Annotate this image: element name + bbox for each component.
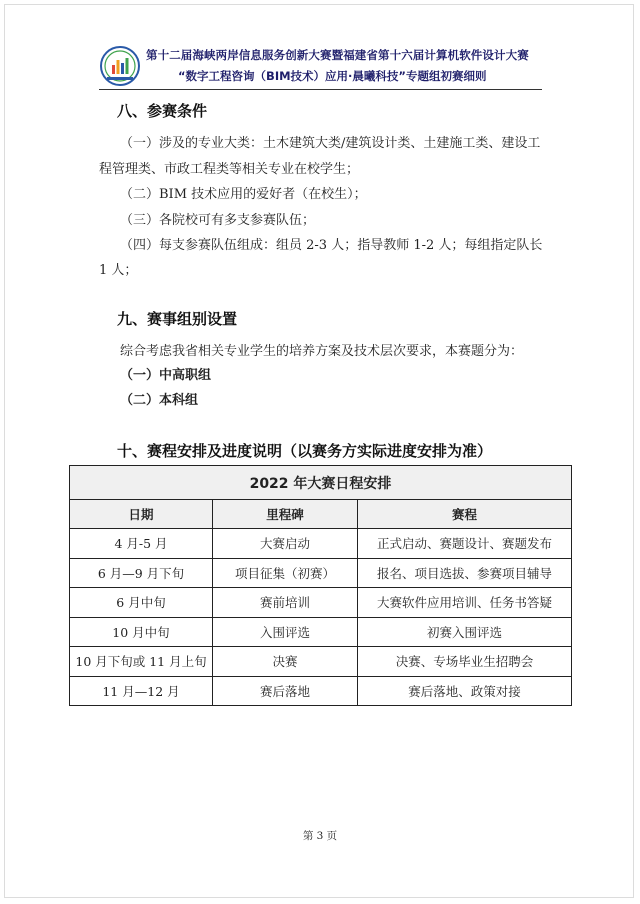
header-title-line1: 第十二届海峡两岸信息服务创新大赛暨福建省第十六届计算机软件设计大赛 — [146, 48, 529, 62]
logo-emblem-icon — [99, 45, 141, 87]
cell-agenda: 大赛软件应用培训、任务书答疑 — [358, 588, 572, 618]
cell-date: 6 月—9 月下旬 — [70, 558, 213, 588]
schedule-title: 2022 年大赛日程安排 — [70, 466, 572, 500]
cell-agenda: 正式启动、赛题设计、赛题发布 — [358, 529, 572, 559]
cell-milestone: 赛后落地 — [213, 676, 358, 706]
section8-item4-line1: （四）每支参赛队伍组成：组员 2-3 人；指导教师 1-2 人；每组指定队长 — [120, 238, 543, 253]
column-header-date: 日期 — [70, 500, 213, 529]
cell-date: 6 月中旬 — [70, 588, 213, 618]
cell-milestone: 决赛 — [213, 647, 358, 677]
schedule-header-row — [70, 500, 572, 529]
table-row — [70, 676, 572, 706]
header-divider — [99, 89, 542, 90]
section10-heading: 十、赛程安排及进度说明（以赛务方实际进度安排为准） — [117, 442, 493, 460]
cell-milestone: 项目征集（初赛） — [213, 558, 358, 588]
cell-milestone: 入围评选 — [213, 617, 358, 647]
cell-date: 10 月下旬或 11 月上旬 — [70, 647, 213, 677]
section8-item1-line2: 程管理类、市政工程类等相关专业在校学生； — [99, 162, 360, 177]
cell-date: 4 月-5 月 — [70, 529, 213, 559]
column-header-agenda: 赛程 — [358, 500, 572, 529]
section8-item3: （三）各院校可有多支参赛队伍； — [120, 213, 316, 228]
cell-date: 10 月中旬 — [70, 617, 213, 647]
page-number: 第 3 页 — [302, 830, 338, 842]
section9-group1: （一）中高职组 — [120, 368, 212, 383]
schedule-table — [69, 465, 572, 706]
section9-intro: 综合考虑我省相关专业学生的培养方案及技术层次要求，本赛题分为： — [120, 344, 524, 359]
cell-agenda: 报名、项目选拔、参赛项目辅导 — [358, 558, 572, 588]
header-title-line2: “数字工程咨询（BIM技术）应用·晨曦科技”专题组初赛细则 — [178, 69, 487, 83]
section8-item2: （二）BIM 技术应用的爱好者（在校生）； — [120, 187, 367, 202]
cell-milestone: 赛前培训 — [213, 588, 358, 618]
cell-date: 11 月—12 月 — [70, 676, 213, 706]
section9-heading: 九、赛事组别设置 — [117, 310, 238, 328]
table-row — [70, 558, 572, 588]
cell-agenda: 决赛、专场毕业生招聘会 — [358, 647, 572, 677]
section8-item4-line2: 1 人； — [99, 263, 138, 278]
section8-heading: 八、参赛条件 — [117, 102, 208, 120]
cell-milestone: 大赛启动 — [213, 529, 358, 559]
table-row — [70, 588, 572, 618]
table-row — [70, 617, 572, 647]
competition-logo — [99, 45, 141, 87]
cell-agenda: 初赛入围评选 — [358, 617, 572, 647]
column-header-milestone: 里程碑 — [213, 500, 358, 529]
schedule-title-row — [70, 466, 572, 500]
section9-group2: （二）本科组 — [120, 393, 199, 408]
cell-agenda: 赛后落地、政策对接 — [358, 676, 572, 706]
section8-item1-line1: （一）涉及的专业大类：土木建筑大类/建筑设计类、土建施工类、建设工 — [120, 136, 541, 151]
table-row — [70, 529, 572, 559]
table-row — [70, 647, 572, 677]
